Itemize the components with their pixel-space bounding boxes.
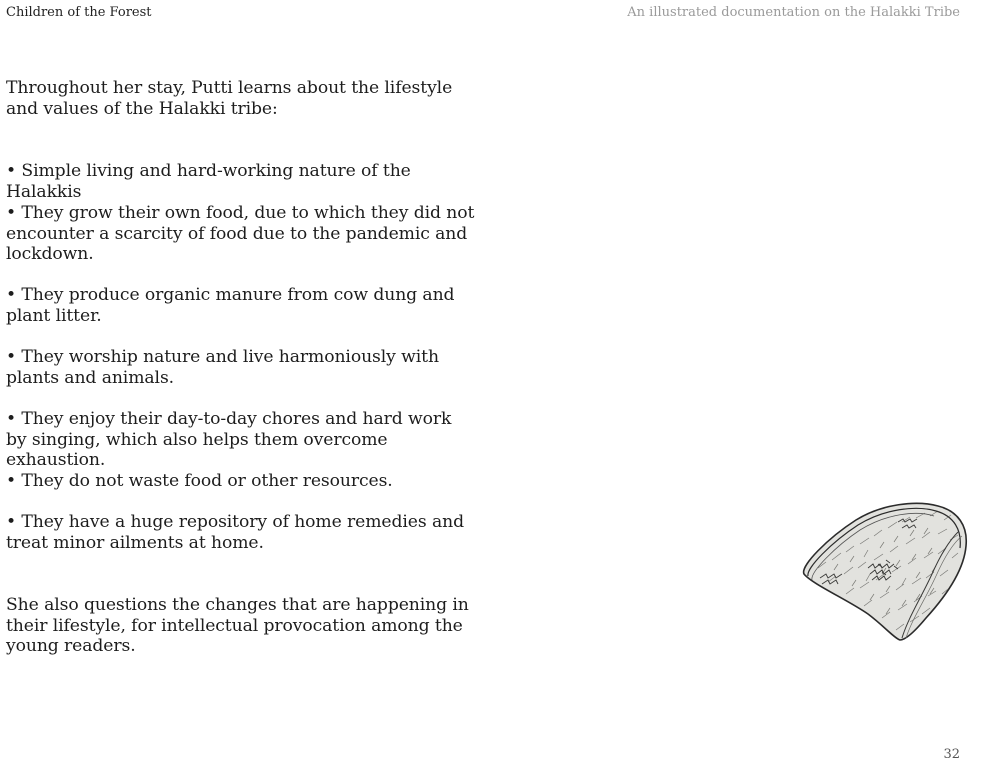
intro-paragraph: Throughout her stay, Putti learns about the lifestyle and values of the Halakki tribe: bbox=[6, 78, 453, 119]
closing-paragraph: She also questions the changes that are happening in their lifestyle, for intellectual provocation among the young readers. bbox=[6, 595, 469, 657]
bullet-item: • They enjoy their day-to-day chores and hard work by singing, which also helps them overcome exhaustion. bbox=[6, 409, 452, 471]
bullet-item: • They have a huge repository of home remedies and treat minor ailments at home. bbox=[6, 512, 464, 553]
document-subtitle: An illustrated documentation on the Halakki Tribe bbox=[627, 5, 960, 20]
bullet-item: • They worship nature and live harmoniously with plants and animals. bbox=[6, 347, 439, 388]
book-title: Children of the Forest bbox=[6, 5, 152, 20]
page-number: 32 bbox=[943, 747, 960, 762]
bullet-item: • They produce organic manure from cow dung and plant litter. bbox=[6, 285, 455, 326]
bullet-item: • They do not waste food or other resources. bbox=[6, 471, 393, 491]
bullet-item: • Simple living and hard-working nature of the Halakkis bbox=[6, 161, 411, 202]
woven-basket-icon bbox=[798, 498, 974, 646]
bullet-item: • They grow their own food, due to which they did not encounter a scarcity of food due to the pandemic and lockdown. bbox=[6, 203, 475, 265]
